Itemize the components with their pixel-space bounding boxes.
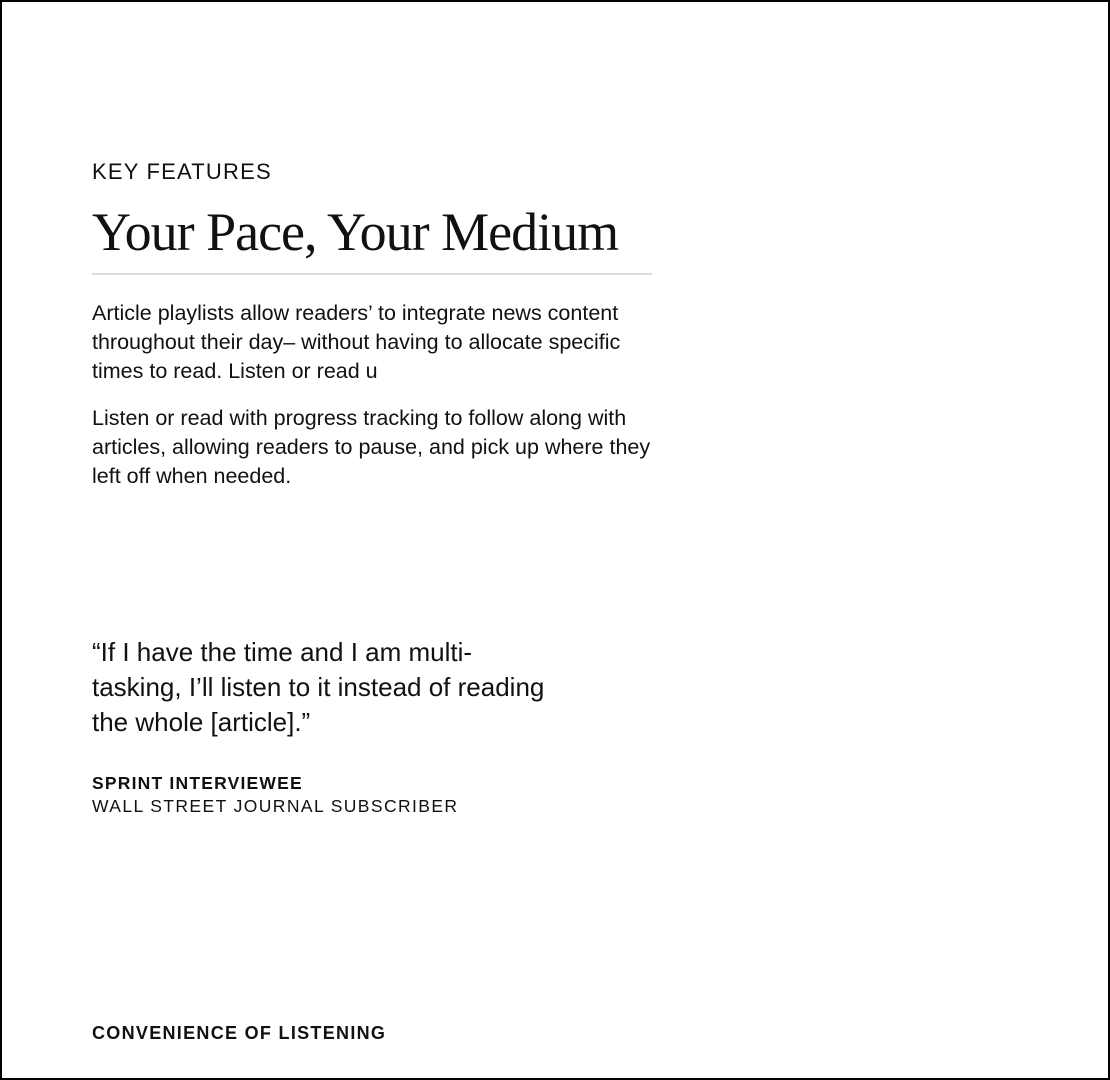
section-eyebrow: KEY FEATURES	[92, 159, 272, 184]
body-paragraph-playlists: Article playlists allow readers’ to integrate news content throughout their day– without having to allocate specific times to read. Listen or read u	[92, 301, 621, 383]
body-paragraph-progress: Listen or read with progress tracking to follow along with articles, allowing readers to pause, and pick up where they left off when needed.	[92, 406, 651, 488]
quote-attribution-role: WALL STREET JOURNAL SUBSCRIBER	[92, 796, 459, 816]
quote-attribution-name: SPRINT INTERVIEWEE	[92, 773, 303, 793]
pull-quote: “If I have the time and I am multi-tasking, I’ll listen to it instead of reading the whole [article].”	[92, 637, 545, 737]
footer-label: CONVENIENCE OF LISTENING	[92, 1023, 387, 1043]
section-title: Your Pace, Your Medium	[92, 202, 619, 262]
title-divider	[92, 273, 652, 275]
